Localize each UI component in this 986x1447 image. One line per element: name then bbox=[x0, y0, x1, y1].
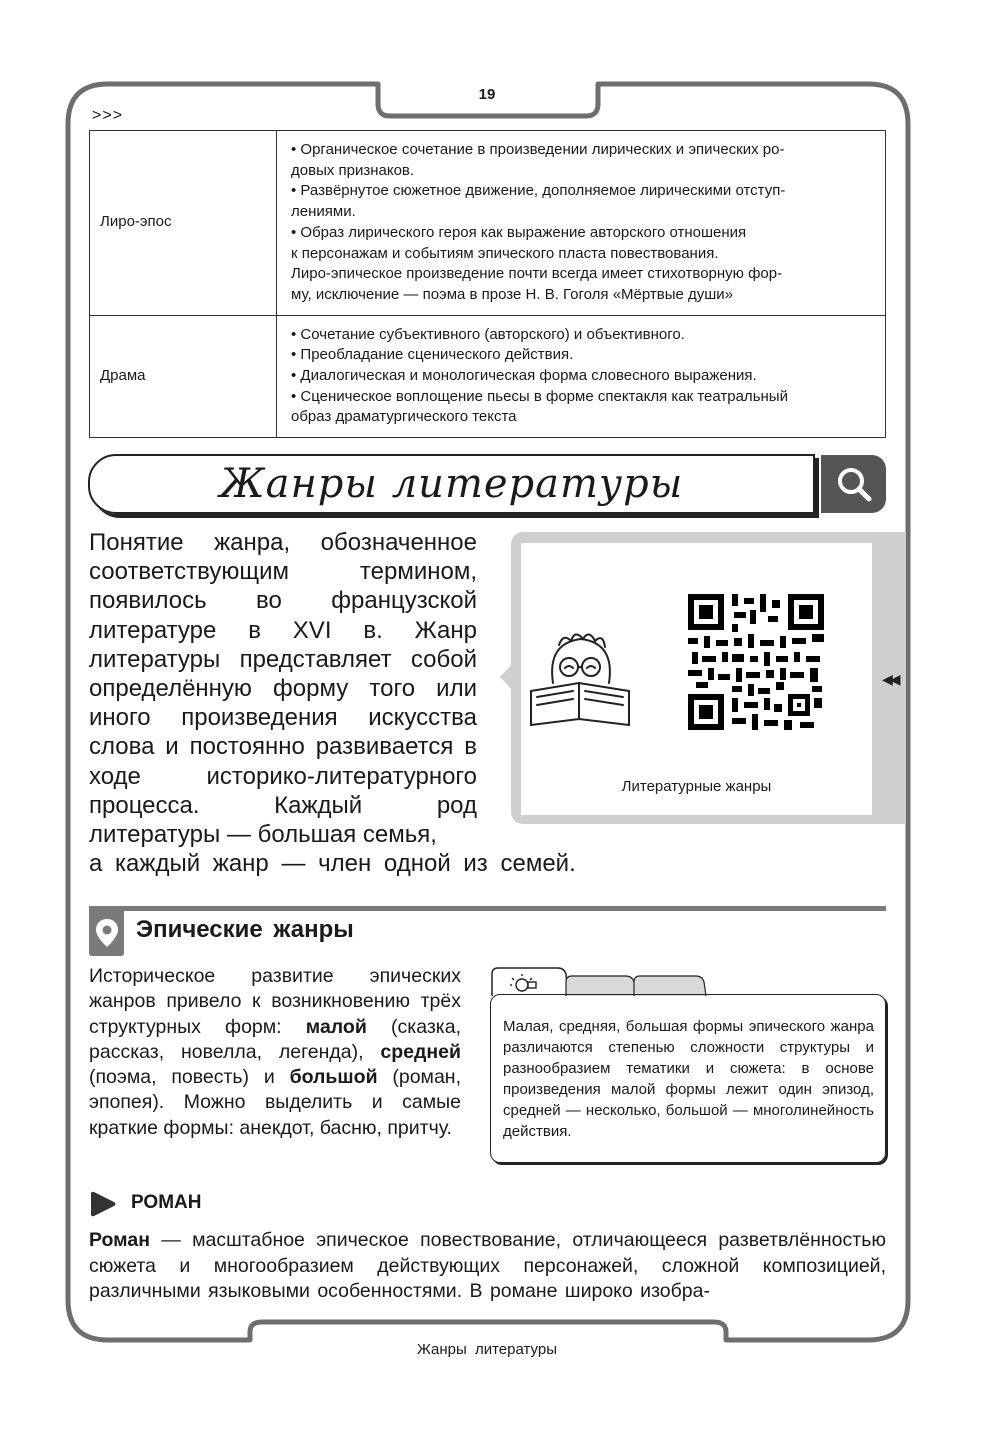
genre-name: Лиро-эпос bbox=[90, 131, 277, 316]
description-line: • Сценическое воплощение пьесы в форме спектакля как театральный bbox=[291, 387, 788, 405]
search-icon bbox=[834, 464, 874, 504]
roman-heading: РОМАН bbox=[131, 1192, 202, 1213]
bold-term-large: большой bbox=[289, 1066, 378, 1089]
epic-text-part: (роман, эпопея). Можно выделить и самые краткие формы: анекдот, басню, притчу. bbox=[89, 1066, 461, 1139]
play-arrow-icon bbox=[89, 1191, 117, 1217]
intro-paragraph: Понятие жанра, обозначенное соответствующим термином, появилось во французской литературе в XVI в. Жанр литературы представляет собой определённую форму того или иного произведения искусства слова и постоянно развивается в ходе историко-литературного процесса. Каждый род литературы — большая семья, bbox=[89, 529, 477, 849]
genre-name: Драма bbox=[90, 315, 277, 438]
bold-term-medium: средней bbox=[380, 1040, 461, 1063]
bold-term-small: малой bbox=[305, 1015, 367, 1038]
continuation-mark: >>> bbox=[92, 107, 124, 124]
page-number: 19 bbox=[478, 86, 496, 103]
reader-illustration bbox=[525, 621, 635, 727]
table-row bbox=[90, 131, 886, 316]
description-line: • Диалогическая и монологическая форма словесного выражения. bbox=[291, 367, 757, 385]
description-line: лениями. bbox=[291, 203, 356, 221]
epic-text-part: (поэма, повесть) и bbox=[89, 1066, 290, 1089]
description-line: • Развёрнутое сюжетное движение, дополняемое лирическими отступ- bbox=[291, 182, 786, 200]
qr-code bbox=[688, 594, 824, 730]
rewind-arrow-icon[interactable]: ◀◀ bbox=[882, 671, 898, 687]
table-row bbox=[90, 315, 886, 438]
genre-description bbox=[277, 131, 886, 316]
epic-heading: Эпические жанры bbox=[136, 916, 354, 943]
note-text: Малая, средняя, большая формы эпического жанра различаются степенью сложности структуры и разнообразием тематики и сюжета: в основе произведения малой формы лежит один эпизод, средней — несколько, большой — многолинейность действия. bbox=[503, 1018, 874, 1140]
description-line: му, исключение — поэма в прозе Н. В. Гоголя «Мёртвые души» bbox=[291, 285, 734, 303]
epic-text-part: Историческое развитие эпических жанров привело к возникновению трёх структурных форм: bbox=[89, 965, 461, 1038]
footer-title: Жанры литературы bbox=[417, 1341, 557, 1358]
section-title: Жанры литературы bbox=[88, 454, 815, 514]
roman-paragraph bbox=[89, 1228, 886, 1305]
description-line: Лиро-эпическое произведение почти всегда имеет стихотворную фор- bbox=[291, 265, 783, 283]
genre-description bbox=[277, 315, 886, 438]
heading-divider bbox=[120, 906, 886, 911]
roman-term: Роман bbox=[89, 1229, 150, 1251]
heading-tab bbox=[89, 906, 124, 956]
qr-caption: Литературные жанры bbox=[621, 778, 772, 795]
description-line: к персонажам и событиям эпического пласта повествования. bbox=[291, 244, 719, 262]
roman-definition: — масштабное эпическое повествование, отличающееся разветвлённостью сюжета и многообразием действующих персонажей, сложной композицией, различными языковыми особенностями. В романе широко изобра- bbox=[89, 1229, 886, 1302]
epic-paragraph bbox=[89, 964, 461, 1141]
description-line: образ драматургического текста bbox=[291, 408, 517, 426]
qr-card bbox=[521, 543, 872, 815]
description-line: • Образ лирического героя как выражение авторского отношения bbox=[291, 223, 747, 241]
intro-paragraph-end: а каждый жанр — член одной из семей. bbox=[89, 850, 576, 877]
search-button[interactable] bbox=[821, 455, 886, 513]
description-line: • Органическое сочетание в произведении лирических и эпических ро- bbox=[291, 141, 785, 158]
genres-table bbox=[89, 130, 886, 438]
description-line: довых признаков. bbox=[291, 161, 415, 179]
description-line: • Сочетание субъективного (авторского) и объективного. bbox=[291, 325, 685, 343]
epic-text-part: (сказка, рассказ, новелла, легенда), bbox=[89, 1015, 461, 1063]
description-line: • Преобладание сценического действия. bbox=[291, 346, 574, 364]
location-pin-icon bbox=[95, 918, 119, 948]
